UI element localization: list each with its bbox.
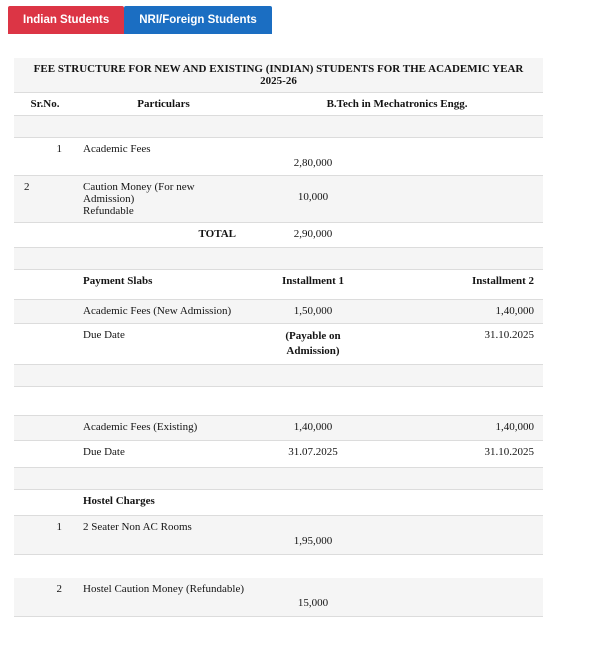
installment2-header: Installment 2 <box>375 270 543 300</box>
academic-fees-value: 2,80,000 <box>251 138 375 176</box>
column-header-particulars: Particulars <box>76 93 251 116</box>
new-due-date-installment2: 31.10.2025 <box>375 324 543 365</box>
empty-cell <box>375 578 543 616</box>
academic-fees-sr: 1 <box>14 138 76 176</box>
new-admission-installment2: 1,40,000 <box>375 300 543 324</box>
spacer-row <box>14 116 543 138</box>
spacer-cell <box>14 364 543 386</box>
new-admission-installment1: 1,50,000 <box>251 300 375 324</box>
column-header-program: B.Tech in Mechatronics Engg. <box>251 93 543 116</box>
caution-money-row <box>14 176 543 223</box>
spacer-cell <box>14 467 543 489</box>
empty-cell <box>14 489 76 515</box>
payment-slabs-label: Payment Slabs <box>76 270 251 300</box>
academic-fees-row <box>14 138 543 176</box>
empty-cell <box>375 515 543 554</box>
hostel-caution-value: 15,000 <box>251 578 375 616</box>
hostel-room-row <box>14 515 543 554</box>
hostel-caution-label: Hostel Caution Money (Refundable) <box>76 578 251 616</box>
spacer-cell <box>14 116 543 138</box>
caution-money-value: 10,000 <box>251 176 375 223</box>
existing-due-date-row <box>14 440 543 467</box>
spacer-row <box>14 467 543 489</box>
caution-money-label-line1: Caution Money (For new Admission) <box>83 181 195 205</box>
new-admission-fees-row <box>14 300 543 324</box>
spacer-cell <box>14 386 543 415</box>
caution-money-label-line2: Refundable <box>83 205 134 217</box>
fee-structure-table <box>14 58 543 617</box>
total-value: 2,90,000 <box>251 223 375 248</box>
hostel-charges-label: Hostel Charges <box>76 489 251 515</box>
total-row <box>14 223 543 248</box>
existing-due-date-installment1: 31.07.2025 <box>251 440 375 467</box>
empty-cell <box>14 415 76 440</box>
tab-nri-foreign-students[interactable]: NRI/Foreign Students <box>124 6 272 34</box>
column-header-row <box>14 93 543 116</box>
existing-due-date-label: Due Date <box>76 440 251 467</box>
spacer-row <box>14 364 543 386</box>
empty-cell <box>14 223 76 248</box>
student-type-tabbar <box>8 6 608 34</box>
empty-cell <box>14 300 76 324</box>
caution-money-sr: 2 <box>14 176 76 223</box>
spacer-row <box>14 386 543 415</box>
empty-cell <box>375 138 543 176</box>
new-admission-due-date-row <box>14 324 543 365</box>
empty-cell <box>14 270 76 300</box>
hostel-caution-sr: 2 <box>14 578 76 616</box>
payable-on-admission-note: (Payable on Admission) <box>285 330 341 357</box>
empty-cell <box>375 489 543 515</box>
column-header-sr-no: Sr.No. <box>14 93 76 116</box>
table-title-row <box>14 58 543 93</box>
hostel-room-label: 2 Seater Non AC Rooms <box>76 515 251 554</box>
caution-money-label <box>76 176 251 223</box>
existing-fees-label: Academic Fees (Existing) <box>76 415 251 440</box>
payment-slabs-header-row <box>14 270 543 300</box>
existing-fees-installment1: 1,40,000 <box>251 415 375 440</box>
empty-cell <box>375 176 543 223</box>
spacer-cell <box>14 554 543 578</box>
hostel-room-value: 1,95,000 <box>251 515 375 554</box>
empty-cell <box>251 489 375 515</box>
hostel-room-sr: 1 <box>14 515 76 554</box>
hostel-charges-header-row <box>14 489 543 515</box>
new-due-date-label: Due Date <box>76 324 251 365</box>
existing-due-date-installment2: 31.10.2025 <box>375 440 543 467</box>
existing-fees-row <box>14 415 543 440</box>
new-due-date-installment1 <box>251 324 375 365</box>
installment1-header: Installment 1 <box>251 270 375 300</box>
spacer-cell <box>14 248 543 270</box>
spacer-row <box>14 554 543 578</box>
academic-fees-label: Academic Fees <box>76 138 251 176</box>
existing-fees-installment2: 1,40,000 <box>375 415 543 440</box>
spacer-row <box>14 248 543 270</box>
total-label: TOTAL <box>76 223 251 248</box>
fee-table-title: FEE STRUCTURE FOR NEW AND EXISTING (INDIAN) STUDENTS FOR THE ACADEMIC YEAR 2025-26 <box>14 58 543 93</box>
empty-cell <box>14 324 76 365</box>
new-admission-label: Academic Fees (New Admission) <box>76 300 251 324</box>
empty-cell <box>375 223 543 248</box>
tab-indian-students[interactable]: Indian Students <box>8 6 124 34</box>
hostel-caution-money-row <box>14 578 543 616</box>
empty-cell <box>14 440 76 467</box>
